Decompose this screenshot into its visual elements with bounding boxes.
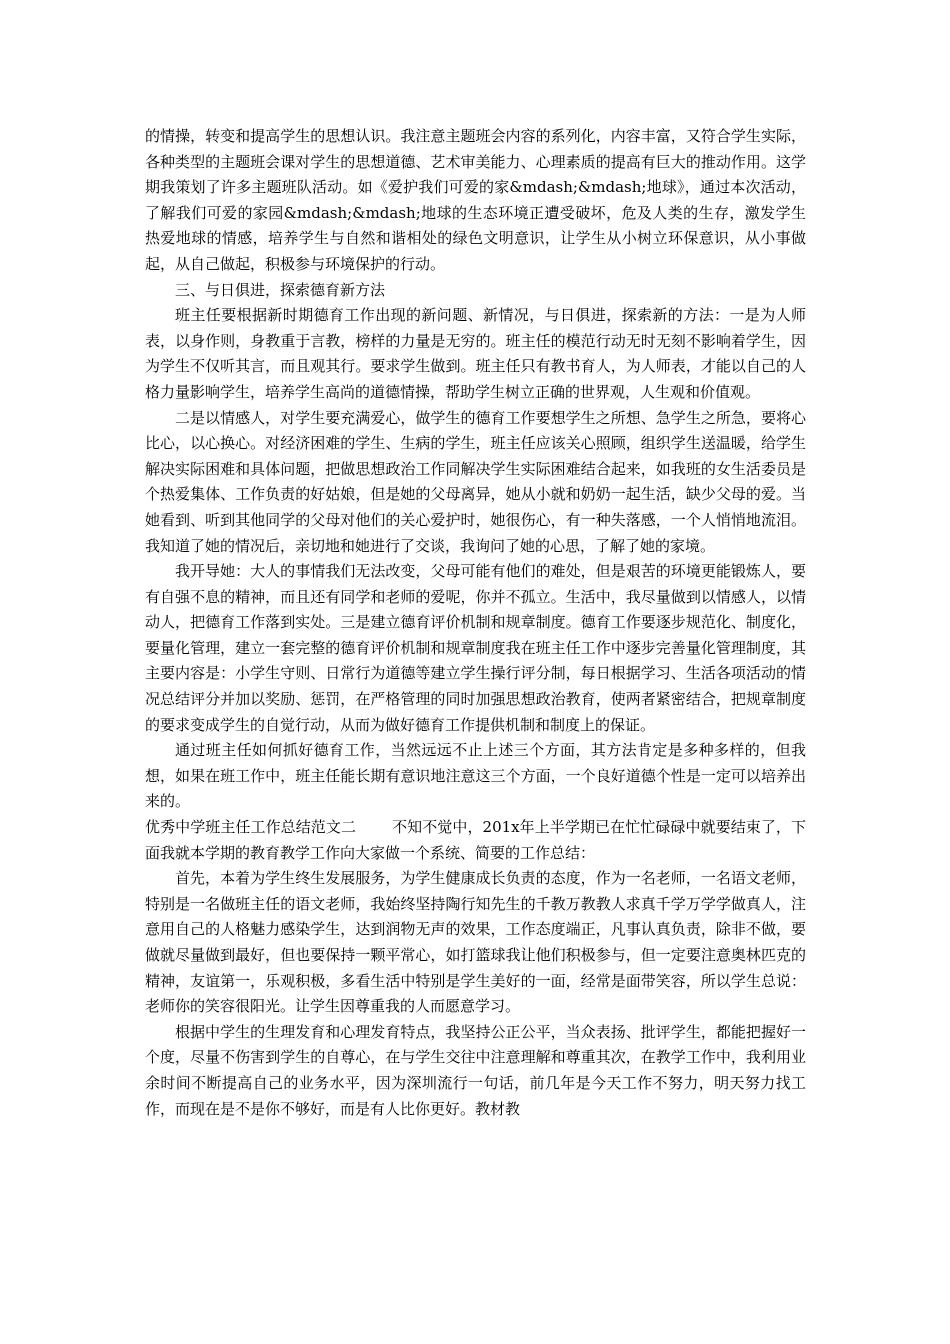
paragraph-lead-by-example: 班主任要根据新时期德育工作出现的新问题、新情况，与日俱进，探索新的方法：一是为人师表，以身作则，身教重于言教，榜样的力量是无穷的。班主任的模范行动无时无刻不影响着学生，因为学生不仅听其言，而且观其行。要求学生做到。班主任只有教书育人，为人师表，才能以自己的人格力量影响学生，培养学生高尚的道德情操，帮助学生树立正确的世界观，人生观和价值观。 xyxy=(145,306,806,401)
paragraph-fairness-and-study: 根据中学生的生理发育和心理发育特点，我坚持公正公平，当众表扬、批评学生，都能把握好一个度，尽量不伤害到学生的自尊心，在与学生交往中注意理解和尊重其次，在教学工作中，我利用业余时间不断提高自己的业务水平，因为深圳流行一句话，前几年是今天工作不努力，明天努力找工作，而现在是不是你不够好，而是有人比你更好。教材教 xyxy=(145,1022,806,1118)
paragraph-moral-education-themes: 的情操，转变和提高学生的思想认识。我注意主题班会内容的系列化，内容丰富，又符合学生实际，各种类型的主题班会课对学生的思想道德、艺术审美能力、心理素质的提高有巨大的推动作用。这学期我策划了许多主题班队活动。如《爱护我们可爱的家&mdash;&mdash;地球》，通过本次活动，了解我们可爱的家园&mdash;&mdash;地球的生态环境正遭受破坏，危及人类的生存，激发学生热爱地球的情感，培养学生与自然和谐相处的绿色文明意识，让学生从小树立环保意识，从小事做起，从自己做起，积极参与环境保护的行动。 xyxy=(145,127,806,273)
paragraph-conclusion: 通过班主任如何抓好德育工作，当然远远不止上述三个方面，其方法肯定是多种多样的，但我想，如果在班工作中，班主任能长期有意识地注意这三个方面，一个良好道德个性是一定可以培养出来的。 xyxy=(145,741,806,811)
paragraph-move-with-emotion: 二是以情感人，对学生要充满爱心，做学生的德育工作要想学生之所想、急学生之所急，要将心比心，以心换心。对经济困难的学生、生病的学生，班主任应该关心照顾，组织学生送温暖，给学生解决实际困难和具体问题，把做思想政治工作同解决学生实际困难结合起来，如我班的女生活委员是个热爱集体、工作负责的好姑娘，但是她的父母离异，她从小就和奶奶一起生活，缺少父母的爱。当她看到、听到其他同学的父母对他们的关心爱护时，她很伤心，有一种失落感，一个人悄悄地流泪。我知道了她的情况后，亲切地和她进行了交谈，我询问了她的心思，了解了她的家境。 xyxy=(145,408,806,555)
paragraph-guidance-and-rules: 我开导她：大人的事情我们无法改变，父母可能有他们的难处，但是艰苦的环境更能锻炼人，要有自强不息的精神，而且还有同学和老师的爱呢，你并不孤立。生活中，我尽量做到以情感人，以情动人，把德育工作落到实处。三是建立德育评价机制和规章制度。德育工作要逐步规范化、制度化，要量化管理，建立一套完整的德育评价机制和规章制度我在班主任工作中逐步完善量化管理制度，其主要内容是：小学生守则、日常行为道德等建立学生操行评分制，每日根据学习、生活各项活动的情况总结评分并加以奖励、惩罚，在严格管理的同时加强思想政治教育，使两者紧密结合，把规章制度的要求变成学生的自觉行动，从而为做好德育工作提供机制和制度上的保证。 xyxy=(145,562,806,734)
paragraph-attitude: 首先，本着为学生终生发展服务，为学生健康成长负责的态度，作为一名老师，一名语文老师，特别是一名做班主任的语文老师，我始终坚持陶行知先生的千教万教教人求真千学万学学做真人，注意用自己的人格魅力感染学生，达到润物无声的效果，工作态度端正，凡事认真负责，除非不做，要做就尽量做到最好，但也要保持一颗平常心，如打篮球我让他们积极参与，但一定要注意奥林匹克的精神，友谊第一，乐观积极，多看生活中特别是学生美好的一面，经常是面带笑容，所以学生总说：老师你的笑容很阳光。让学生因尊重我的人而愿意学习。 xyxy=(145,869,806,1016)
paragraph-second-article-intro xyxy=(145,815,806,866)
article-intro-text: 不知不觉中，201x年上半学期已在忙忙碌碌中就要结束了，下面我就本学期的教育教学工作向大家做一个系统、简要的工作总结： xyxy=(145,818,806,862)
section-heading-new-methods: 三、与日俱进，探索德育新方法 xyxy=(175,280,386,299)
document-page xyxy=(145,124,806,1122)
article-title: 优秀中学班主任工作总结范文二 xyxy=(145,818,357,837)
